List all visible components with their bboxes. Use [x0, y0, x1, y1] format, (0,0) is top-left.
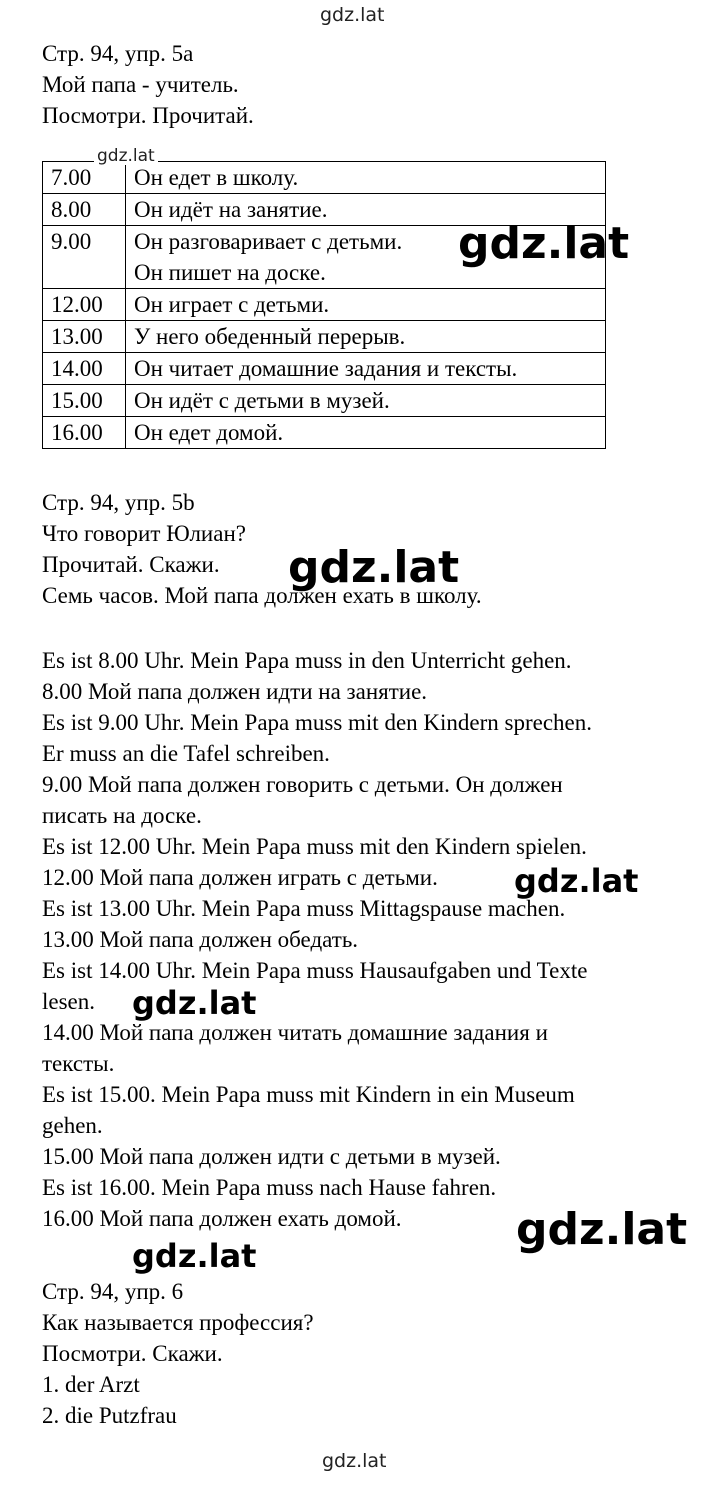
activity-line: Он разговаривает с детьми.	[134, 229, 403, 254]
answer-line: Es ist 14.00 Uhr. Mein Papa muss Hausaufgaben und Texte	[42, 958, 588, 983]
answer-line: 16.00 Мой папа должен ехать домой.	[42, 1206, 402, 1231]
activity-line: Он играет с детьми.	[134, 292, 330, 317]
schedule-time: 14.00	[43, 353, 126, 385]
table-row	[43, 289, 606, 321]
watermark-large: gdz.lat	[458, 218, 630, 269]
schedule-time: 16.00	[43, 417, 126, 449]
answer-line: Es ist 16.00. Mein Papa muss nach Hause fahren.	[42, 1175, 497, 1200]
exercise-5b-title: Что говорит Юлиан?	[42, 521, 246, 546]
list-item: 2. die Putzfrau	[42, 1403, 177, 1428]
list-item: 1. der Arzt	[42, 1372, 140, 1397]
table-row	[43, 417, 606, 449]
schedule-activity	[126, 353, 606, 385]
watermark-large: gdz.lat	[288, 542, 460, 593]
answer-line: писать на доске.	[42, 803, 202, 828]
answer-line: 12.00 Мой папа должен играть с детьми.	[42, 865, 438, 890]
answer-line: Es ist 15.00. Mein Papa muss mit Kindern in ein Museum	[42, 1082, 575, 1107]
answer-line: Er muss an die Tafel schreiben.	[42, 741, 330, 766]
activity-line: Он идёт с детьми в музей.	[134, 388, 390, 413]
exercise-5a-header: Стр. 94, упр. 5а	[42, 41, 194, 66]
answer-line: lesen.	[42, 989, 96, 1014]
watermark-bottom: gdz.lat	[322, 1450, 387, 1472]
exercise-5b-header: Стр. 94, упр. 5b	[42, 490, 195, 515]
schedule-time: 12.00	[43, 289, 126, 321]
exercise-5a-title: Мой папа - учитель.	[42, 72, 239, 97]
schedule-time: 15.00	[43, 385, 126, 417]
schedule-time: 13.00	[43, 321, 126, 353]
answer-line: 14.00 Мой папа должен читать домашние задания и	[42, 1020, 548, 1045]
exercise-5b-instruction: Прочитай. Скажи.	[42, 552, 220, 577]
activity-line: Он едет в школу.	[134, 165, 299, 190]
answer-line: Es ist 12.00 Uhr. Mein Papa muss mit den Kindern spielen.	[42, 834, 587, 859]
table-row	[43, 162, 606, 194]
table-row	[43, 353, 606, 385]
exercise-6-header: Стр. 94, упр. 6	[42, 1279, 184, 1304]
table-row	[43, 321, 606, 353]
schedule-activity	[126, 385, 606, 417]
activity-line: Он читает домашние задания и тексты.	[134, 356, 518, 381]
schedule-activity	[126, 321, 606, 353]
schedule-activity	[126, 289, 606, 321]
schedule-activity	[126, 162, 606, 194]
answer-line: 15.00 Мой папа должен идти с детьми в музей.	[42, 1144, 501, 1169]
answer-line: Es ist 13.00 Uhr. Mein Papa muss Mittagspause machen.	[42, 896, 566, 921]
exercise-6-title: Как называется профессия?	[42, 1310, 314, 1335]
activity-line: Он пишет на доске.	[134, 260, 326, 285]
watermark-medium: gdz.lat	[132, 1237, 257, 1275]
exercise-6-instruction: Посмотри. Скажи.	[42, 1341, 223, 1366]
answer-line: gehen.	[42, 1113, 103, 1138]
schedule-time: 7.00	[43, 162, 126, 194]
answer-line: 13.00 Мой папа должен обедать.	[42, 927, 359, 952]
exercise-5a	[42, 38, 254, 131]
schedule-time: 9.00	[43, 226, 126, 289]
exercise-5a-instruction: Посмотри. Прочитай.	[42, 103, 254, 128]
answer-line: тексты.	[42, 1051, 115, 1076]
exercise-5b-example: Семь часов. Мой папа должен ехать в школу.	[42, 583, 482, 608]
schedule-time: 8.00	[43, 194, 126, 226]
answer-line: 8.00 Мой папа должен идти на занятие.	[42, 679, 428, 704]
watermark-table: gdz.lat	[94, 148, 158, 165]
answer-line: 9.00 Мой папа должен говорить с детьми. Он должен	[42, 772, 563, 797]
answer-line: Es ist 8.00 Uhr. Mein Papa muss in den Unterricht gehen.	[42, 648, 572, 673]
answer-line: Es ist 9.00 Uhr. Mein Papa muss mit den Kindern sprechen.	[42, 710, 593, 735]
activity-line: Он идёт на занятие.	[134, 197, 328, 222]
watermark-medium: gdz.lat	[514, 862, 639, 900]
watermark-large: gdz.lat	[516, 1204, 688, 1255]
activity-line: У него обеденный перерыв.	[134, 324, 406, 349]
activity-line: Он едет домой.	[134, 420, 284, 445]
schedule-activity	[126, 417, 606, 449]
watermark-top: gdz.lat	[320, 4, 385, 26]
schedule-table	[42, 161, 606, 449]
watermark-medium: gdz.lat	[132, 984, 257, 1022]
table-row	[43, 385, 606, 417]
exercise-5b-answers	[42, 645, 592, 1234]
exercise-6	[42, 1276, 314, 1431]
